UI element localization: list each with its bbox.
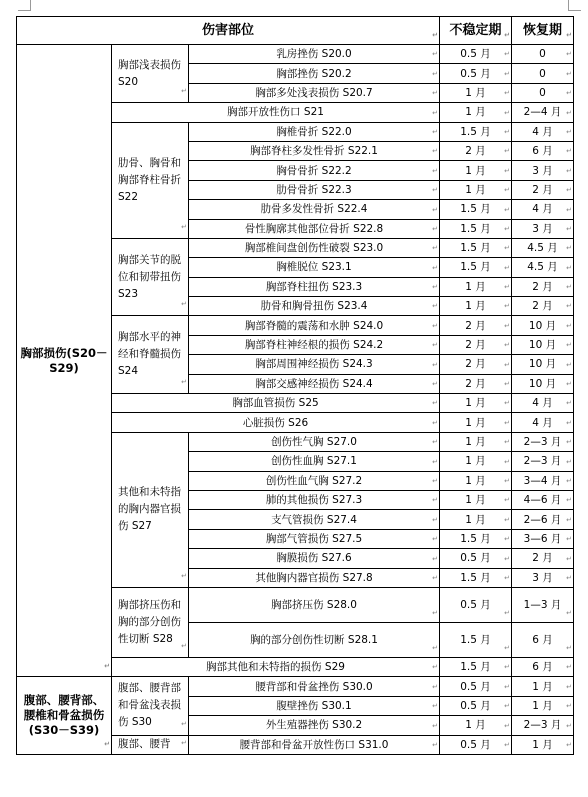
item-cell: 创伤性血气胸 S27.2 ↵ bbox=[189, 471, 440, 490]
unstable-cell: 2 月 ↵ bbox=[440, 141, 512, 160]
item-cell: 外生殖器挫伤 S30.2 ↵ bbox=[189, 716, 440, 735]
subgroup-cell: 胸部关节的脱位和韧带扭伤 S23 ↵ bbox=[112, 238, 189, 316]
recovery-cell: 2—6 月 ↵ bbox=[512, 510, 574, 529]
item-cell: 胸部椎间盘创伤性破裂 S23.0 ↵ bbox=[189, 238, 440, 257]
subgroup-cell: 腹部、腰背部和骨盆浅表损伤 S30 ↵ bbox=[112, 677, 189, 735]
unstable-cell: 1 月 ↵ bbox=[440, 83, 512, 102]
subgroup-cell: 胸部水平的神经和脊髓损伤 S24 ↵ bbox=[112, 316, 189, 394]
item-cell: 胸骨骨折 S22.2 ↵ bbox=[189, 161, 440, 180]
recovery-cell: 10 月 ↵ bbox=[512, 374, 574, 393]
recovery-cell: 2 月 ↵ bbox=[512, 277, 574, 296]
recovery-cell: 3—6 月 ↵ bbox=[512, 529, 574, 548]
item-cell: 胸椎骨折 S22.0 ↵ bbox=[189, 122, 440, 141]
table-row bbox=[17, 677, 574, 696]
recovery-cell: 6 月 ↵ bbox=[512, 622, 574, 657]
page-corner-mark-right bbox=[568, 0, 581, 11]
subgroup-cell: 其他和未特指的胸内器官损伤 S27 ↵ bbox=[112, 432, 189, 587]
unstable-cell: 1 月 ↵ bbox=[440, 413, 512, 432]
recovery-cell: 4.5 月 ↵ bbox=[512, 238, 574, 257]
recovery-cell: 4.5 月 ↵ bbox=[512, 258, 574, 277]
subgroup-cell: 肋骨、胸骨和胸部脊柱骨折 S22 ↵ bbox=[112, 122, 189, 238]
unstable-cell: 1.5 月 ↵ bbox=[440, 568, 512, 587]
unstable-cell: 1 月 ↵ bbox=[440, 471, 512, 490]
recovery-cell: 4—6 月 ↵ bbox=[512, 490, 574, 509]
unstable-cell: 0.5 月 ↵ bbox=[440, 549, 512, 568]
item-cell: 胸部交感神经损伤 S24.4 ↵ bbox=[189, 374, 440, 393]
subgroup-cell: 胸部浅表损伤 S20 ↵ bbox=[112, 45, 189, 103]
item-cell: 肋骨和胸骨扭伤 S23.4 ↵ bbox=[189, 297, 440, 316]
unstable-cell: 1.5 月 ↵ bbox=[440, 258, 512, 277]
unstable-cell: 1 月 ↵ bbox=[440, 180, 512, 199]
recovery-cell: 2—4 月 ↵ bbox=[512, 103, 574, 122]
unstable-cell: 1 月 ↵ bbox=[440, 297, 512, 316]
subgroup-cell: 腹部、腰背 ↵ bbox=[112, 735, 189, 754]
header-recovery-period: 恢复期 ↵ bbox=[512, 17, 574, 45]
item-cell: 胸部脊柱多发性骨折 S22.1 ↵ bbox=[189, 141, 440, 160]
unstable-cell: 1 月 ↵ bbox=[440, 277, 512, 296]
unstable-cell: 0.5 月 ↵ bbox=[440, 696, 512, 715]
recovery-cell: 3 月 ↵ bbox=[512, 219, 574, 238]
unstable-cell: 1 月 ↵ bbox=[440, 394, 512, 413]
header-row bbox=[17, 17, 574, 45]
item-cell: 胸部气管损伤 S27.5 ↵ bbox=[189, 529, 440, 548]
unstable-cell: 0.5 月 ↵ bbox=[440, 677, 512, 696]
item-cell: 创伤性血胸 S27.1 ↵ bbox=[189, 452, 440, 471]
unstable-cell: 0.5 月 ↵ bbox=[440, 735, 512, 754]
recovery-cell: 1—3 月 ↵ bbox=[512, 587, 574, 622]
single-item-cell: 胸部血管损伤 S25 ↵ bbox=[112, 394, 440, 413]
recovery-cell: 0 ↵ bbox=[512, 83, 574, 102]
unstable-cell: 1 月 ↵ bbox=[440, 510, 512, 529]
unstable-cell: 1 月 ↵ bbox=[440, 716, 512, 735]
unstable-cell: 0.5 月 ↵ bbox=[440, 45, 512, 64]
recovery-cell: 2—3 月 ↵ bbox=[512, 716, 574, 735]
header-unstable-period: 不稳定期 ↵ bbox=[440, 17, 512, 45]
item-cell: 胸部挤压伤 S28.0 ↵ bbox=[189, 587, 440, 622]
item-cell: 腰背部和骨盆开放性伤口 S31.0 ↵ bbox=[189, 735, 440, 754]
recovery-cell: 2 月 ↵ bbox=[512, 180, 574, 199]
item-cell: 肺的其他损伤 S27.3 ↵ bbox=[189, 490, 440, 509]
recovery-cell: 2 月 ↵ bbox=[512, 549, 574, 568]
group-cell: 腹部、腰背部、腰椎和骨盆损伤(S30－S39) ↵ bbox=[17, 677, 112, 755]
unstable-cell: 1.5 月 ↵ bbox=[440, 529, 512, 548]
page-corner-mark-left bbox=[18, 0, 31, 11]
unstable-cell: 2 月 ↵ bbox=[440, 374, 512, 393]
unstable-cell: 2 月 ↵ bbox=[440, 335, 512, 354]
item-cell: 肋骨骨折 S22.3 ↵ bbox=[189, 180, 440, 199]
recovery-cell: 4 月 ↵ bbox=[512, 413, 574, 432]
item-cell: 肋骨多发性骨折 S22.4 ↵ bbox=[189, 200, 440, 219]
item-cell: 支气管损伤 S27.4 ↵ bbox=[189, 510, 440, 529]
recovery-cell: 2 月 ↵ bbox=[512, 297, 574, 316]
unstable-cell: 1.5 月 ↵ bbox=[440, 200, 512, 219]
item-cell: 胸膜损伤 S27.6 ↵ bbox=[189, 549, 440, 568]
recovery-cell: 1 月 ↵ bbox=[512, 696, 574, 715]
item-cell: 骨性胸廓其他部位骨折 S22.8 ↵ bbox=[189, 219, 440, 238]
recovery-cell: 4 月 ↵ bbox=[512, 122, 574, 141]
item-cell: 乳房挫伤 S20.0 ↵ bbox=[189, 45, 440, 64]
recovery-cell: 10 月 ↵ bbox=[512, 335, 574, 354]
recovery-cell: 0 ↵ bbox=[512, 64, 574, 83]
recovery-cell: 10 月 ↵ bbox=[512, 355, 574, 374]
recovery-cell: 3 月 ↵ bbox=[512, 161, 574, 180]
single-item-cell: 胸部开放性伤口 S21 ↵ bbox=[112, 103, 440, 122]
item-cell: 腰背部和骨盆挫伤 S30.0 ↵ bbox=[189, 677, 440, 696]
unstable-cell: 1 月 ↵ bbox=[440, 490, 512, 509]
unstable-cell: 1.5 月 ↵ bbox=[440, 238, 512, 257]
item-cell: 其他胸内器官损伤 S27.8 ↵ bbox=[189, 568, 440, 587]
unstable-cell: 0.5 月 ↵ bbox=[440, 64, 512, 83]
unstable-cell: 1.5 月 ↵ bbox=[440, 622, 512, 657]
unstable-cell: 2 月 ↵ bbox=[440, 355, 512, 374]
unstable-cell: 1 月 ↵ bbox=[440, 452, 512, 471]
recovery-cell: 10 月 ↵ bbox=[512, 316, 574, 335]
subgroup-cell: 胸部挤压伤和胸的部分创伤性切断 S28 ↵ bbox=[112, 587, 189, 657]
recovery-cell: 1 月 ↵ bbox=[512, 735, 574, 754]
recovery-cell: 0 ↵ bbox=[512, 45, 574, 64]
item-cell: 胸部脊髓的震荡和水肿 S24.0 ↵ bbox=[189, 316, 440, 335]
item-cell: 胸部多处浅表损伤 S20.7 ↵ bbox=[189, 83, 440, 102]
recovery-cell: 3—4 月 ↵ bbox=[512, 471, 574, 490]
item-cell: 腹壁挫伤 S30.1 ↵ bbox=[189, 696, 440, 715]
item-cell: 胸部挫伤 S20.2 ↵ bbox=[189, 64, 440, 83]
unstable-cell: 1 月 ↵ bbox=[440, 103, 512, 122]
recovery-cell: 4 月 ↵ bbox=[512, 200, 574, 219]
recovery-cell: 6 月 ↵ bbox=[512, 657, 574, 676]
unstable-cell: 1 月 ↵ bbox=[440, 432, 512, 451]
unstable-cell: 2 月 ↵ bbox=[440, 316, 512, 335]
unstable-cell: 1.5 月 ↵ bbox=[440, 122, 512, 141]
single-item-cell: 心脏损伤 S26 ↵ bbox=[112, 413, 440, 432]
unstable-cell: 1.5 月 ↵ bbox=[440, 219, 512, 238]
header-injury-site: 伤害部位 ↵ bbox=[17, 17, 440, 45]
item-cell: 胸椎脱位 S23.1 ↵ bbox=[189, 258, 440, 277]
injury-period-table bbox=[16, 16, 574, 755]
unstable-cell: 1.5 月 ↵ bbox=[440, 657, 512, 676]
unstable-cell: 0.5 月 ↵ bbox=[440, 587, 512, 622]
recovery-cell: 3 月 ↵ bbox=[512, 568, 574, 587]
item-cell: 胸部脊柱扭伤 S23.3 ↵ bbox=[189, 277, 440, 296]
item-cell: 胸的部分创伤性切断 S28.1 ↵ bbox=[189, 622, 440, 657]
recovery-cell: 1 月 ↵ bbox=[512, 677, 574, 696]
recovery-cell: 2—3 月 ↵ bbox=[512, 452, 574, 471]
recovery-cell: 4 月 ↵ bbox=[512, 394, 574, 413]
single-item-cell: 胸部其他和未特指的损伤 S29 ↵ bbox=[112, 657, 440, 676]
recovery-cell: 6 月 ↵ bbox=[512, 141, 574, 160]
item-cell: 创伤性气胸 S27.0 ↵ bbox=[189, 432, 440, 451]
table-row bbox=[17, 45, 574, 64]
unstable-cell: 1 月 ↵ bbox=[440, 161, 512, 180]
item-cell: 胸部脊柱神经根的损伤 S24.2 ↵ bbox=[189, 335, 440, 354]
recovery-cell: 2—3 月 ↵ bbox=[512, 432, 574, 451]
item-cell: 胸部周围神经损伤 S24.3 ↵ bbox=[189, 355, 440, 374]
group-cell: 胸部损伤(S20－S29) ↵ bbox=[17, 45, 112, 677]
